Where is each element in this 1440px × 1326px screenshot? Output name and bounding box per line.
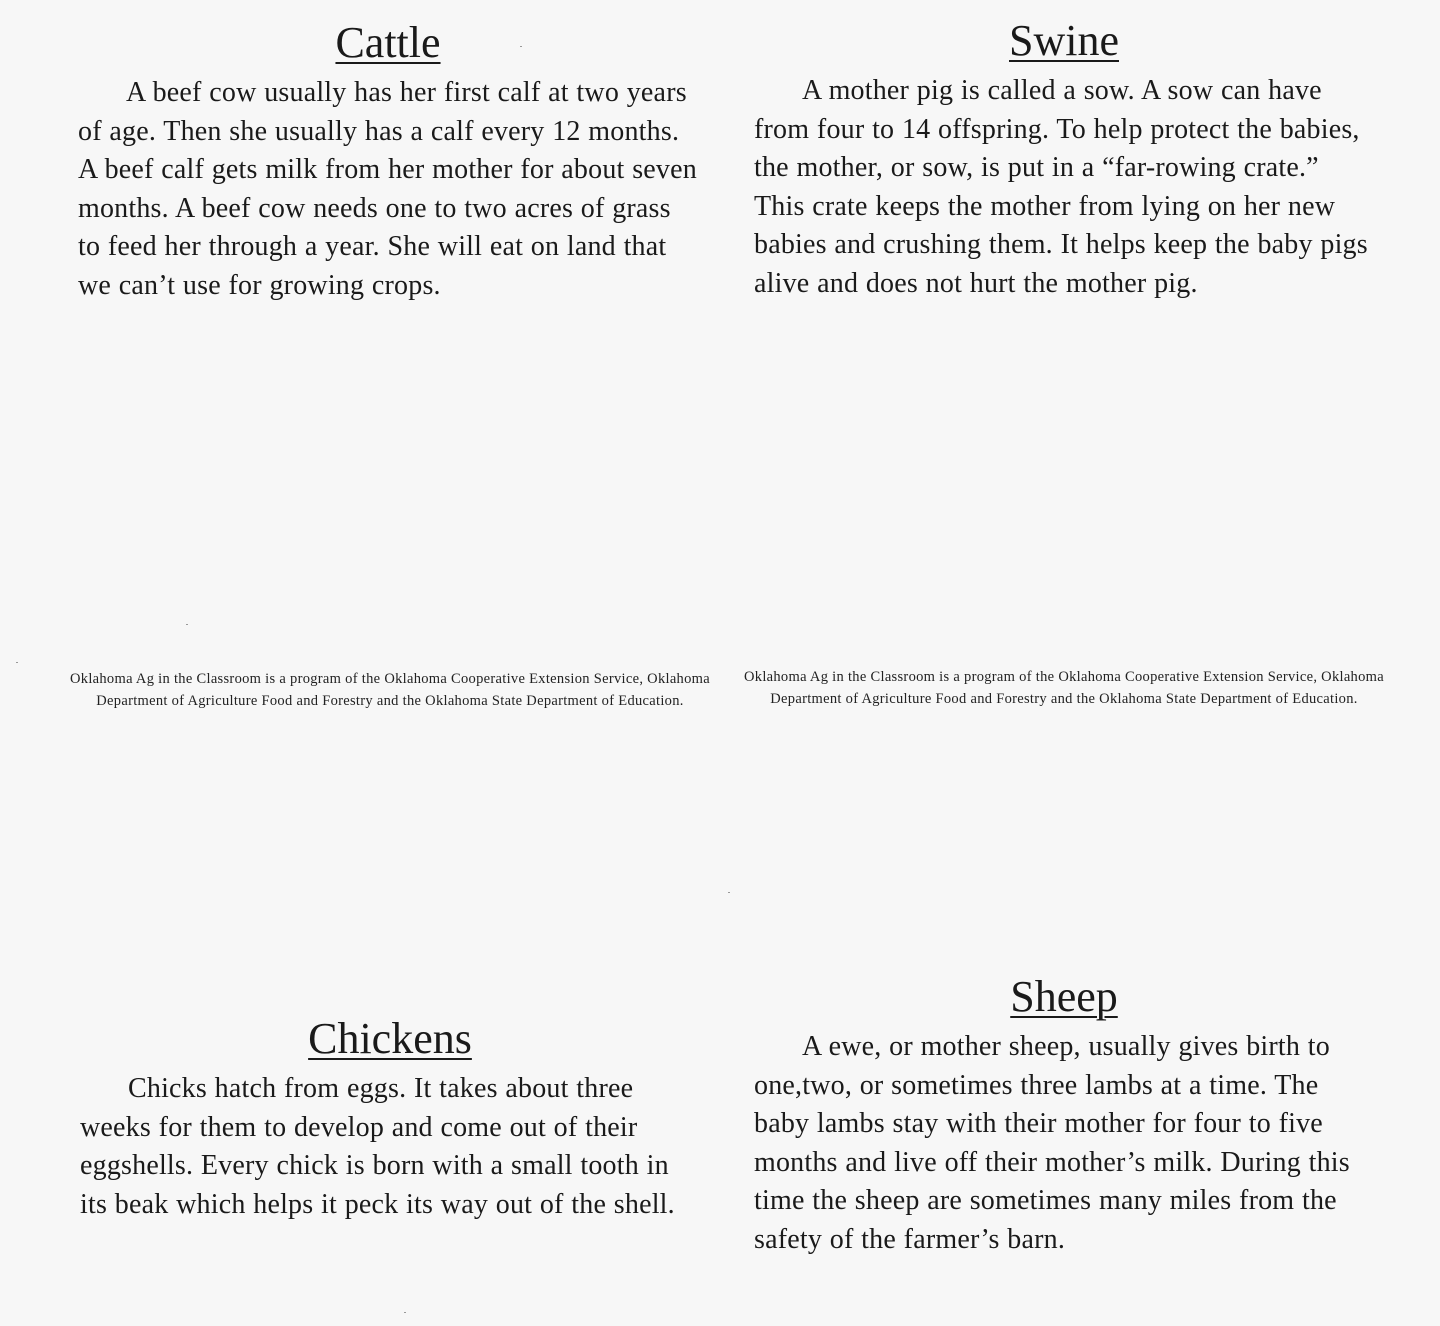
scan-speck	[186, 624, 188, 625]
sheep-title: Sheep	[1010, 972, 1118, 1021]
chickens-card	[80, 1016, 700, 1224]
scan-speck	[16, 662, 18, 663]
cattle-card	[78, 20, 698, 305]
scan-speck	[728, 892, 730, 893]
chickens-body: Chicks hatch from eggs. It takes about three weeks for them to develop and come out of their eggshells. Every chick is born with a small tooth in its beak which helps it peck its way out of the shell.	[80, 1073, 675, 1220]
chickens-title: Chickens	[308, 1014, 472, 1063]
cattle-title: Cattle	[335, 18, 441, 67]
swine-card	[754, 18, 1374, 303]
sheep-body: A ewe, or mother sheep, usually gives birth to one,two, or sometimes three lambs at a time. The baby lambs stay with their mother for four to five months and live off their mother’s milk. During this time the sheep are sometimes many miles from the safety of the farmer’s barn.	[754, 1031, 1350, 1255]
swine-body: A mother pig is called a sow. A sow can have from four to 14 offspring. To help protect the babies, the mother, or sow, is put in a “far-rowing crate.” This crate keeps the mother from lying on her new babies and crushing them. It helps keep the baby pigs alive and does not hurt the mother pig.	[754, 75, 1368, 299]
cattle-body: A beef cow usually has her first calf at two years of age. Then she usually has a calf every 12 months. A beef calf gets milk from her mother for about seven months. A beef cow needs one to two acres of grass to feed her through a year. She will eat on land that we can’t use for growing crops.	[78, 77, 697, 301]
swine-title: Swine	[1009, 16, 1119, 65]
footer-note-right: Oklahoma Ag in the Classroom is a program of the Oklahoma Cooperative Extension Service, Oklahoma Department of Agriculture Food and Forestry and the Oklahoma State Department of Education.	[744, 669, 1384, 707]
sheep-card	[754, 974, 1374, 1259]
footer-note-left: Oklahoma Ag in the Classroom is a program of the Oklahoma Cooperative Extension Service, Oklahoma Department of Agriculture Food and Forestry and the Oklahoma State Department of Education.	[70, 671, 710, 709]
scan-speck	[404, 1312, 406, 1313]
scan-speck	[520, 46, 522, 47]
